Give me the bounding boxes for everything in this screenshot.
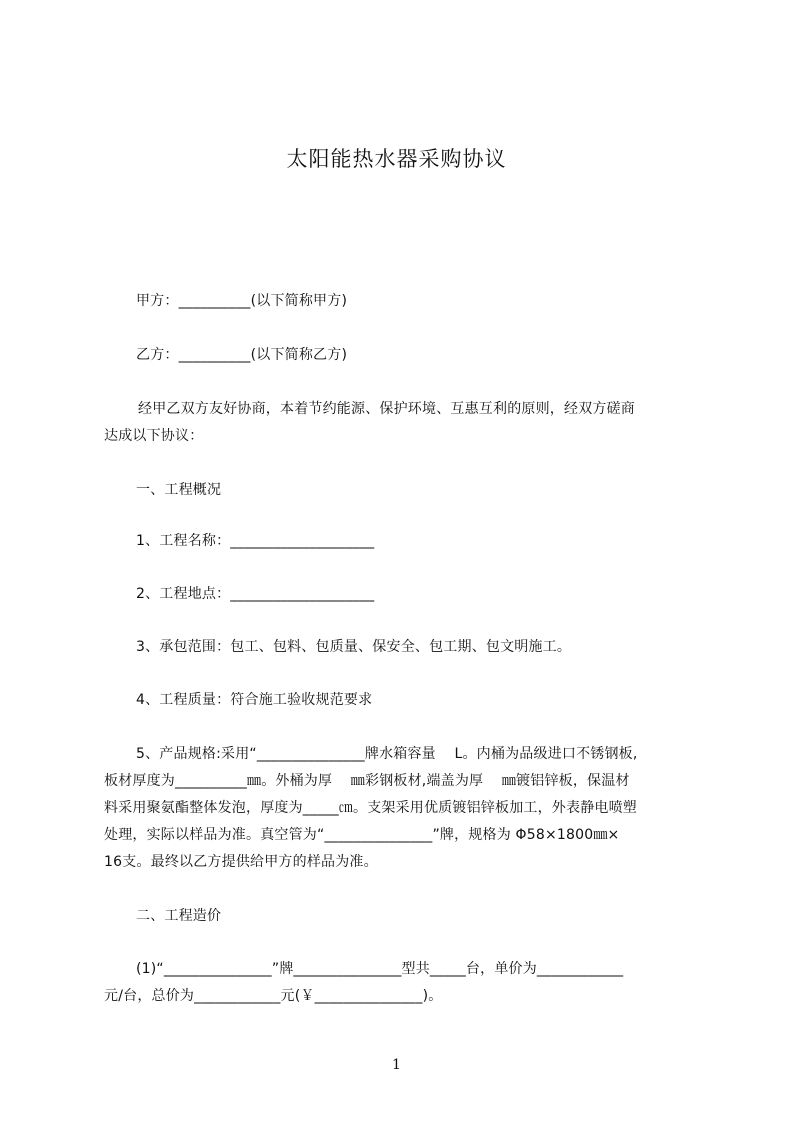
item-project-quality: 4、工程质量：符合施工验收规范要求: [136, 692, 373, 708]
intro-line-2: 达成以下协议：: [104, 428, 204, 444]
party-a-line: 甲方：__________(以下简称甲方): [136, 293, 348, 309]
price-line-2: 元/台，总价为____________元(￥_______________)。: [104, 988, 443, 1004]
section-heading-overview: 一、工程概况: [136, 482, 222, 498]
item-project-location: 2、工程地点：____________________: [136, 586, 375, 602]
price-line-1: (1)“_______________”牌_______________型共_____台，单价为____________: [136, 961, 624, 977]
item-spec-line-1: 5、产品规格:采用“_______________牌水箱容量 L。内桶为品级进口不锈钢板,: [136, 746, 638, 762]
item-spec-line-3: 料采用聚氨酯整体发泡，厚度为_____㎝。支架采用优质镀铝锌板加工，外表静电喷塑: [104, 800, 637, 816]
section-heading-price: 二、工程造价: [136, 908, 222, 924]
item-spec-line-5: 16支。最终以乙方提供给甲方的样品为准。: [104, 854, 378, 870]
page-number: 1: [392, 1057, 401, 1073]
document-title: 太阳能热水器采购协议: [286, 147, 507, 171]
item-spec-line-2: 板材厚度为__________㎜。外桶为厚 ㎜彩钢板材,端盖为厚 ㎜镀铝锌板，保温材: [104, 773, 630, 789]
item-spec-line-4: 处理，实际以样品为准。真空管为“_______________”牌，规格为 Φ58×1800㎜×: [104, 827, 620, 843]
intro-line-1: 经甲乙双方友好协商，本着节约能源、保护环境、互惠互利的原则，经双方磋商: [138, 401, 635, 417]
party-b-line: 乙方：__________(以下简称乙方): [136, 347, 348, 363]
item-contract-scope: 3、承包范围：包工、包料、包质量、保安全、包工期、包文明施工。: [136, 639, 572, 655]
item-project-name: 1、工程名称：____________________: [136, 533, 375, 549]
